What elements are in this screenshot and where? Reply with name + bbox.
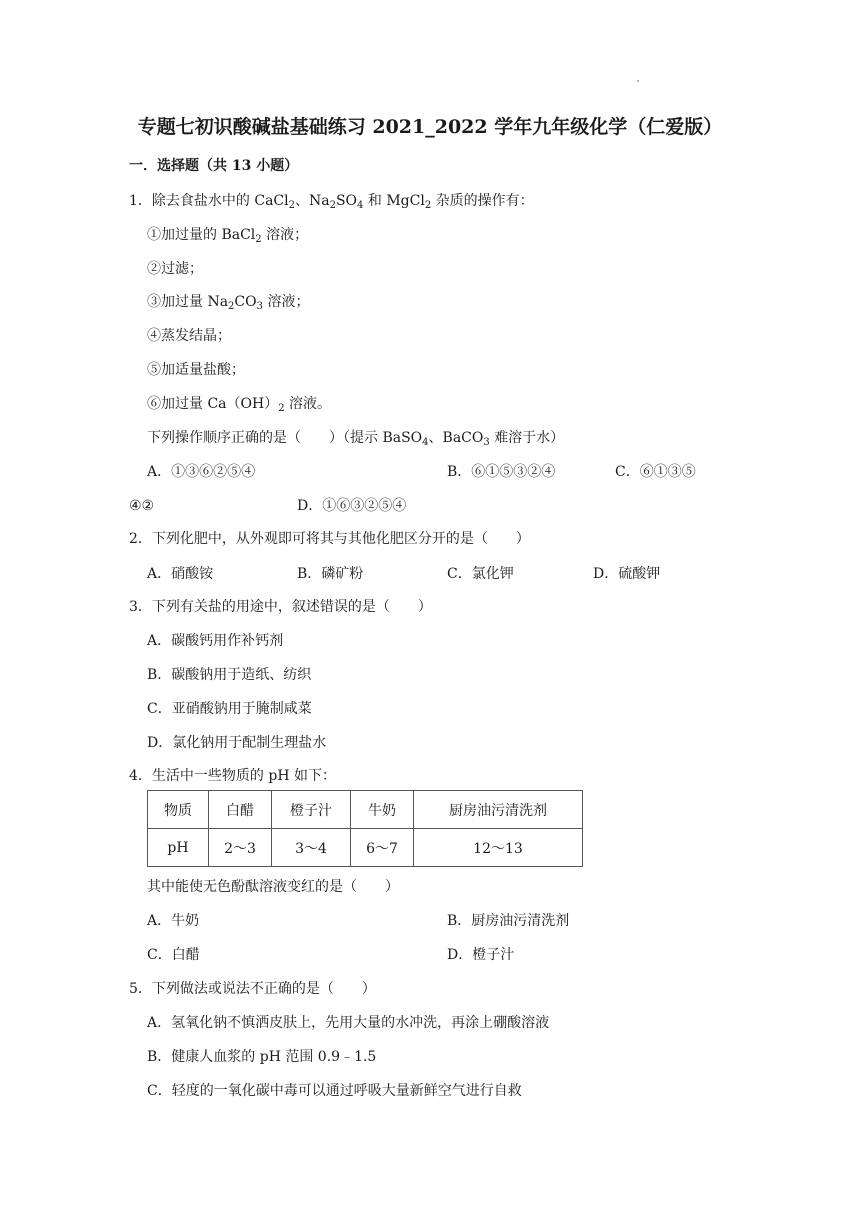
q1-operation-3: ③加过量 $Na_2CO_3$ 溶液； [147,294,310,312]
q3-stem: 3．下列有关盐的用途中，叙述错误的是（ ） [129,599,432,615]
table-cell: 3～4 [272,829,351,867]
q4-option-b: B．厨房油污清洗剂 [447,913,570,929]
q1-operation-2: ②过滤； [147,261,203,277]
q1-option-b: B．⑥①⑤③②④ [447,464,556,480]
table-cell: 橙子汁 [272,791,351,829]
q1-question: 下列操作顺序正确的是（ ）（提示 BaSO$_4$、BaCO$_3$ 难溶于水） [147,430,565,448]
table-row [148,791,583,829]
table-cell: 牛奶 [351,791,414,829]
q3-option-a: A．碳酸钙用作补钙剂 [147,633,284,649]
q1-option-c: C．⑥①③⑤ [615,464,696,480]
table-cell: 12～13 [414,829,583,867]
table-cell: 6～7 [351,829,414,867]
table-row [148,829,583,867]
q5-stem: 5．下列做法或说法不正确的是（ ） [129,981,376,997]
q3-option-c: C．亚硝酸钠用于腌制咸菜 [147,701,312,717]
table-cell: pH [148,829,209,867]
q5-option-a: A．氢氧化钠不慎洒皮肤上，先用大量的水冲洗，再涂上硼酸溶液 [147,1015,550,1031]
q4-option-c: C．白醋 [147,947,200,963]
table-cell: 白醋 [209,791,272,829]
q4-question: 其中能使无色酚酞溶液变红的是（ ） [147,879,399,895]
q4-option-d: D．橙子汁 [447,947,515,963]
page-dot [637,80,639,82]
q1-option-d: D．①⑥③②⑤④ [297,498,407,514]
q1-stem: 1．除去食盐水中的 CaCl$_2$、$Na_2SO_4$ 和 MgCl$_2$ 杂质的操作有： [129,193,534,211]
q3-option-b: B．碳酸钠用于造纸、纺织 [147,667,312,683]
table-cell: 厨房油污清洗剂 [414,791,583,829]
q1-operation-1: ①加过量的 BaCl$_2$ 溶液； [147,227,309,245]
page-title: 专题七初识酸碱盐基础练习 2021_2022 学年九年级化学（仁爱版） [137,116,723,138]
q3-option-d: D．氯化钠用于配制生理盐水 [147,735,327,751]
ph-table [147,790,583,867]
q2-option-a: A．硝酸铵 [147,566,214,582]
q4-option-a: A．牛奶 [147,913,200,929]
q2-option-d: D．硫酸钾 [593,566,661,582]
table-cell: 2～3 [209,829,272,867]
q2-stem: 2．下列化肥中，从外观即可将其与其他化肥区分开的是（ ） [129,531,530,547]
q4-stem: 4．生活中一些物质的 pH 如下： [129,768,336,784]
q5-option-b: B．健康人血浆的 pH 范围 0.9﹣1.5 [147,1049,377,1065]
q2-option-b: B．磷矿粉 [297,566,364,582]
q1-option-c-continued: ④② [129,498,155,514]
q5-option-c: C．轻度的一氧化碳中毒可以通过呼吸大量新鲜空气进行自救 [147,1083,522,1099]
q1-operation-4: ④蒸发结晶； [147,328,231,344]
section-heading: 一．选择题（共 13 小题） [129,158,299,174]
table-cell: 物质 [148,791,209,829]
q1-operation-5: ⑤加适量盐酸； [147,362,245,378]
q1-option-a: A．①③⑥②⑤④ [147,464,256,480]
q1-operation-6: ⑥加过量 $Ca(OH)_2$ 溶液。 [147,396,332,414]
q2-option-c: C．氯化钾 [447,566,514,582]
